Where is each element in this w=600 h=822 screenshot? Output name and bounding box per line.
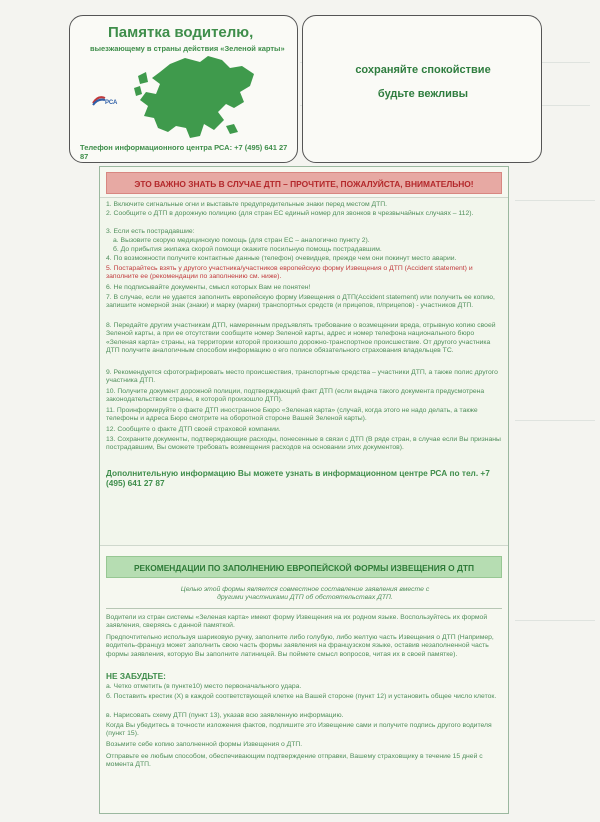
slogan-polite: будьте вежливы <box>377 88 469 100</box>
step-3a: а. Вызовите скорую медицинскую помощь (для стран ЕС – аналогично пункту 2). <box>113 237 370 244</box>
step-13: 13. Сохраните документы, подтверждающие расходы, понесенные в связи с ДТП (В ряде стран, в случае если Вы признаны пострадавшим, Вы сможете требовать возмещения расходов на основании этих документов). <box>106 436 501 452</box>
reco-paragraph-4: Возьмите себе копию заполненной формы Извещения о ДТП. <box>106 741 303 748</box>
info-center-phone: Телефон информационного центра РСА: +7 (495) 641 27 87 <box>80 143 288 161</box>
step-3b: б. До прибытия экипажа скорой помощи окажите посильную помощь пострадавшим. <box>113 246 382 253</box>
brochure-cover-card <box>69 15 298 163</box>
step-3: 3. Если есть пострадавшие: <box>106 228 195 235</box>
background-rule <box>515 620 595 621</box>
europe-map-icon <box>130 54 260 142</box>
reminder-a: а. Четко отметить (в пункте10) место первоначального удара. <box>106 683 302 690</box>
background-rule <box>515 200 595 201</box>
reco-paragraph-5: Отправьте ее любым способом, обеспечивающим подтверждение отправки, Вашему страховщику в течение 15 дней с момента ДТП. <box>106 753 483 769</box>
recommendations-heading: РЕКОМЕНДАЦИИ ПО ЗАПОЛНЕНИЮ ЕВРОПЕЙСКОЙ ФОРМЫ ИЗВЕЩЕНИЯ О ДТП <box>106 556 502 578</box>
brochure-title: Памятка водителю, <box>108 24 254 41</box>
step-6: 6. Не подписывайте документы, смысл которых Вам не понятен! <box>106 284 311 291</box>
step-11: 11. Проинформируйте о факте ДТП иностранное Бюро «Зеленая карта» (случай, когда этого не надо делать, а также телефоны и адреса Бюро смотрите на оборотной стороне Вашей Зеленой карты). <box>106 407 478 423</box>
step-2: 2. Сообщите о ДТП в дорожную полицию (для стран ЕС единый номер для звонков в чрезвычайных случаях – 112). <box>106 210 474 217</box>
accident-notice-panel <box>99 166 509 814</box>
step-10: 10. Получите документ дорожной полиции, подтверждающий факт ДТП (если выдача такого документа предусмотрена законодательством страны, в которой произошло ДТП). <box>106 388 485 404</box>
slogan-calm: сохраняйте спокойствие <box>355 64 491 76</box>
rca-logo-text: РСА <box>105 100 118 106</box>
additional-info: Дополнительную информацию Вы можете узнать в информационном центре РСА по тел. +7 (495) 641 27 87 <box>106 468 490 488</box>
divider <box>106 608 502 609</box>
background-rule <box>515 420 595 421</box>
step-5: 5. Постарайтесь взять у другого участника/участников европейскую форму Извещения о ДТП (Accident statement) и заполните ее (рекомендации по заполнению см. ниже). <box>106 265 473 281</box>
reco-paragraph-1: Водители из стран системы «Зеленая карта» имеют форму Извещения на их родном языке. Воспользуйтесь их формой заявления, сверяясь с данной памяткой. <box>106 614 488 630</box>
step-4: 4. По возможности получите контактные данные (телефон) очевидцев, прежде чем они покинут место аварии. <box>106 255 457 262</box>
reco-paragraph-3: Когда Вы убедитесь в точности изложения фактов, подпишите это Извещение сами и получите подпись другого водителя (пункт 15). <box>106 722 492 738</box>
step-9: 9. Рекомендуется сфотографировать место происшествия, транспортные средства – участники ДТП, а также полис другого участника ДТП. <box>106 369 498 385</box>
slogans-card <box>302 15 542 163</box>
important-steps-box <box>100 197 508 546</box>
step-8: 8. Передайте другим участникам ДТП, намеренным предъявлять требование о возмещении вреда, отрывную копию своей Зеленой карты, а при ее отсутствии сообщите номер Зеленой карты, адрес и номер телефона национального бюро «Зеленая карта» страны, на территории которой произошло дорожно-транспортное происшествие. От другого участника ДТП получите аналогичным способом информацию о его полисе обязательного страхования владельцев ТС. <box>106 322 496 354</box>
brochure-subtitle: выезжающему в страны действия «Зеленой карты» <box>90 44 285 53</box>
recommendations-box <box>100 580 508 813</box>
important-heading: ЭТО ВАЖНО ЗНАТЬ В СЛУЧАЕ ДТП – ПРОЧТИТЕ, ПОЖАЛУЙСТА, ВНИМАТЕЛЬНО! <box>106 172 502 194</box>
reminder-c: в. Нарисовать схему ДТП (пункт 13), указав всю заявленную информацию. <box>106 712 344 719</box>
reco-paragraph-2: Предпочтительно используя шариковую ручку, заполните либо голубую, либо желтую часть Извещения о ДТП (Например, водитель-француз может заполнить свою часть формы заявления на французском языке, оставив незаполненной часть формы заявления, которую Вы заполните латиницей. Вы поймете смысл вопросов, читая их в своей памятке). <box>106 634 494 658</box>
step-1: 1. Включите сигнальные огни и выставьте предупредительные знаки перед местом ДТП. <box>106 201 388 208</box>
dont-forget-heading: НЕ ЗАБУДЬТЕ: <box>106 671 166 681</box>
form-purpose: Целью этой формы является совместное составление заявления вместе с другими участниками ДТП об обстоятельствах ДТП. <box>180 586 430 602</box>
reminder-b: б. Поставить крестик (X) в каждой соответствующей клетке на Вашей стороне (пункт 12) и установить общее число клеток. <box>106 693 497 700</box>
step-12: 12. Сообщите о факте ДТП своей страховой компании. <box>106 426 281 433</box>
step-7: 7. В случае, если не удается заполнить европейскую форму Извещения о ДТП(Accident statement) или получить ее копию, запишите номерной знак (знаки) и марку (марки) транспортных средств (и прицепов, п/прицепов) - участников ДТП. <box>106 294 495 310</box>
rca-logo-icon <box>92 94 118 106</box>
